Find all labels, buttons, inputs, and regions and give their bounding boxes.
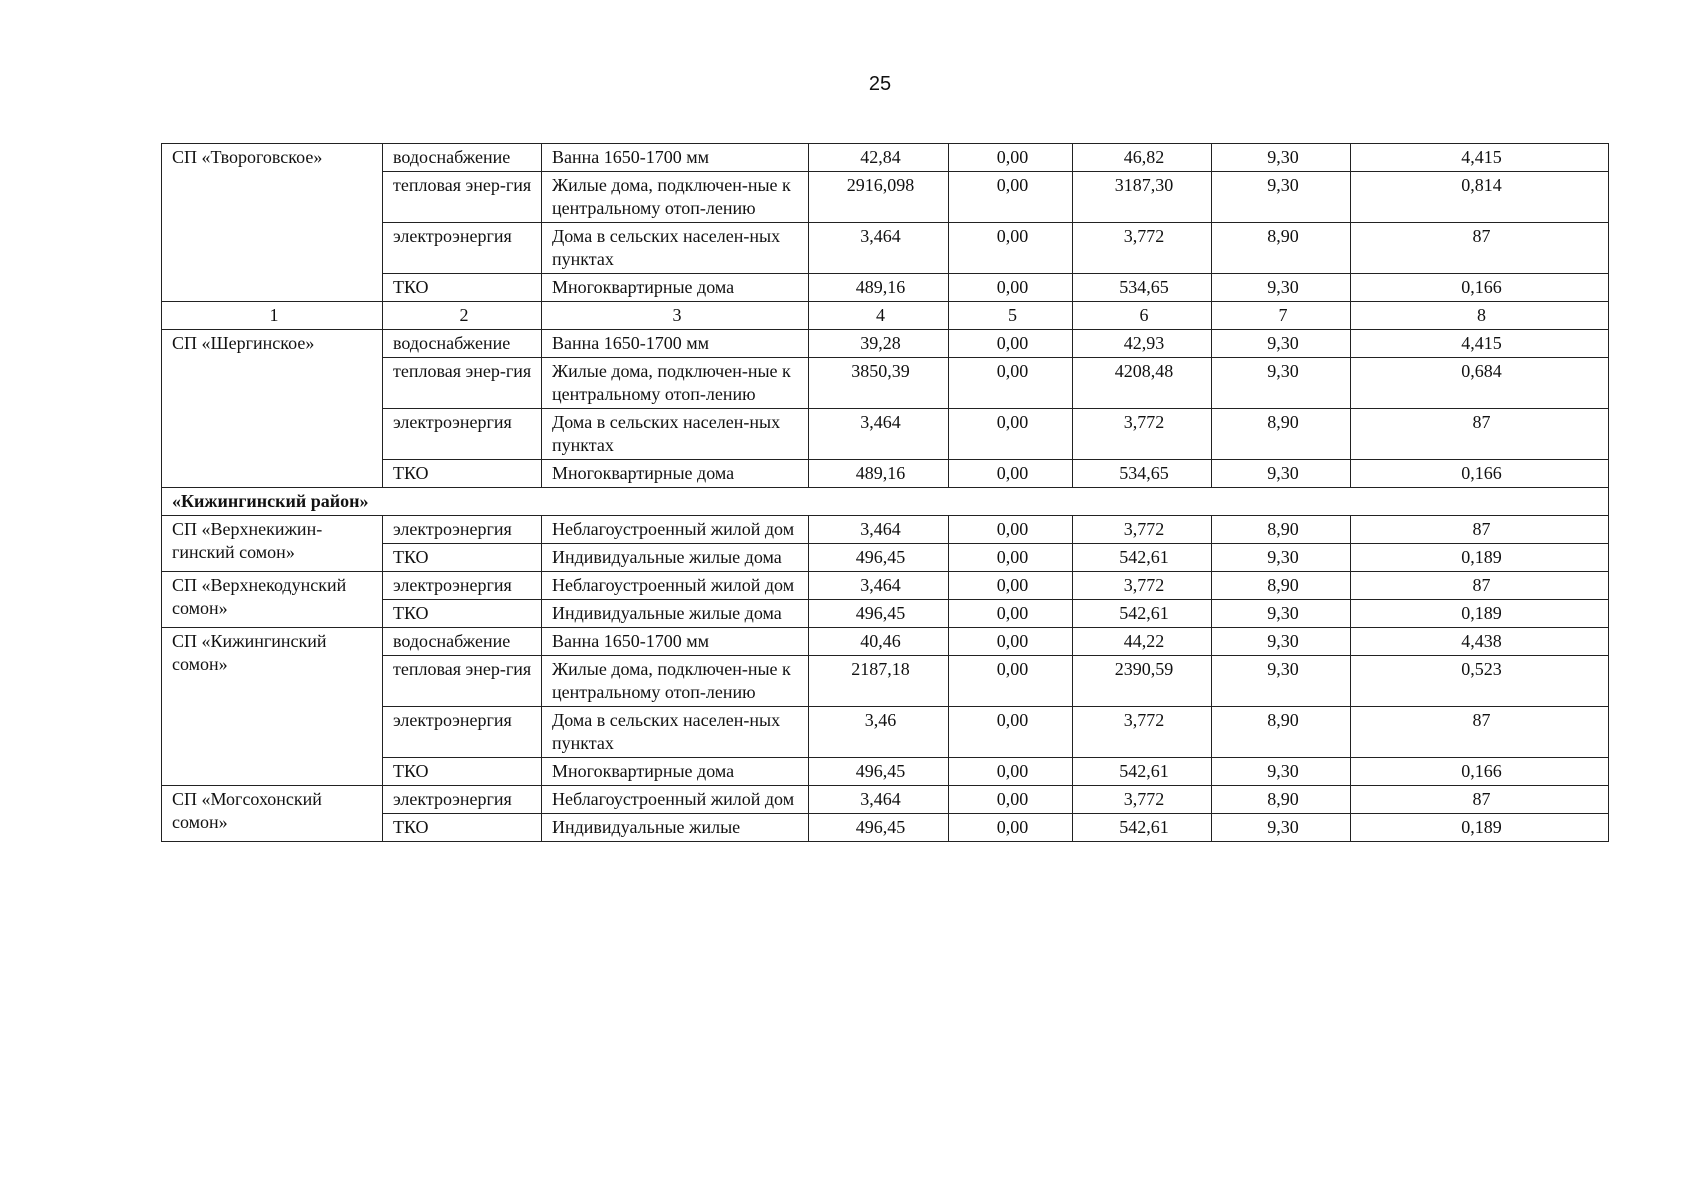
value-c8: 4,415 xyxy=(1351,144,1609,172)
value-c4: 3850,39 xyxy=(809,358,949,409)
value-c8: 0,189 xyxy=(1351,814,1609,842)
value-c6: 534,65 xyxy=(1073,460,1212,488)
value-c7: 9,30 xyxy=(1212,758,1351,786)
value-c5: 0,00 xyxy=(949,460,1073,488)
value-c5: 0,00 xyxy=(949,358,1073,409)
value-c6: 3,772 xyxy=(1073,786,1212,814)
value-c6: 3,772 xyxy=(1073,409,1212,460)
service-type: тепловая энер-гия xyxy=(383,172,542,223)
object-type: Неблагоустроенный жилой дом xyxy=(542,516,809,544)
value-c5: 0,00 xyxy=(949,144,1073,172)
column-number-row xyxy=(162,302,1609,330)
table-row xyxy=(162,516,1609,544)
object-type: Ванна 1650-1700 мм xyxy=(542,628,809,656)
value-c7: 9,30 xyxy=(1212,544,1351,572)
value-c8: 0,166 xyxy=(1351,758,1609,786)
value-c6: 542,61 xyxy=(1073,758,1212,786)
value-c7: 9,30 xyxy=(1212,814,1351,842)
column-number: 7 xyxy=(1212,302,1351,330)
object-type: Многоквартирные дома xyxy=(542,460,809,488)
value-c7: 9,30 xyxy=(1212,144,1351,172)
service-type: электроэнергия xyxy=(383,409,542,460)
value-c5: 0,00 xyxy=(949,707,1073,758)
value-c4: 3,464 xyxy=(809,786,949,814)
value-c6: 3,772 xyxy=(1073,516,1212,544)
column-number: 3 xyxy=(542,302,809,330)
service-type: электроэнергия xyxy=(383,516,542,544)
value-c4: 3,464 xyxy=(809,516,949,544)
object-type: Неблагоустроенный жилой дом xyxy=(542,572,809,600)
value-c8: 0,189 xyxy=(1351,544,1609,572)
column-number: 2 xyxy=(383,302,542,330)
value-c8: 87 xyxy=(1351,786,1609,814)
value-c6: 542,61 xyxy=(1073,600,1212,628)
service-type: водоснабжение xyxy=(383,330,542,358)
service-type: электроэнергия xyxy=(383,572,542,600)
object-type: Ванна 1650-1700 мм xyxy=(542,144,809,172)
value-c5: 0,00 xyxy=(949,223,1073,274)
value-c5: 0,00 xyxy=(949,786,1073,814)
service-type: ТКО xyxy=(383,600,542,628)
value-c8: 87 xyxy=(1351,223,1609,274)
value-c5: 0,00 xyxy=(949,544,1073,572)
value-c6: 3187,30 xyxy=(1073,172,1212,223)
service-type: водоснабжение xyxy=(383,628,542,656)
value-c8: 87 xyxy=(1351,516,1609,544)
service-type: водоснабжение xyxy=(383,144,542,172)
value-c5: 0,00 xyxy=(949,758,1073,786)
column-number: 6 xyxy=(1073,302,1212,330)
value-c4: 42,84 xyxy=(809,144,949,172)
value-c6: 542,61 xyxy=(1073,544,1212,572)
object-type: Дома в сельских населен-ных пунктах xyxy=(542,223,809,274)
value-c7: 9,30 xyxy=(1212,172,1351,223)
value-c5: 0,00 xyxy=(949,330,1073,358)
value-c4: 3,464 xyxy=(809,409,949,460)
value-c7: 8,90 xyxy=(1212,516,1351,544)
value-c5: 0,00 xyxy=(949,572,1073,600)
object-type: Индивидуальные жилые дома xyxy=(542,544,809,572)
value-c7: 9,30 xyxy=(1212,330,1351,358)
settlement-name: СП «Могсохонский сомон» xyxy=(162,786,383,842)
value-c5: 0,00 xyxy=(949,274,1073,302)
settlement-name: СП «Верхнекижин-гинский сомон» xyxy=(162,516,383,572)
value-c8: 0,523 xyxy=(1351,656,1609,707)
value-c7: 8,90 xyxy=(1212,707,1351,758)
value-c6: 534,65 xyxy=(1073,274,1212,302)
value-c7: 8,90 xyxy=(1212,786,1351,814)
value-c5: 0,00 xyxy=(949,600,1073,628)
service-type: электроэнергия xyxy=(383,223,542,274)
value-c4: 3,464 xyxy=(809,223,949,274)
settlement-name: СП «Верхнекодунский сомон» xyxy=(162,572,383,628)
value-c4: 39,28 xyxy=(809,330,949,358)
value-c4: 496,45 xyxy=(809,600,949,628)
value-c4: 2916,098 xyxy=(809,172,949,223)
value-c6: 46,82 xyxy=(1073,144,1212,172)
value-c7: 9,30 xyxy=(1212,656,1351,707)
column-number: 5 xyxy=(949,302,1073,330)
object-type: Многоквартирные дома xyxy=(542,758,809,786)
value-c8: 87 xyxy=(1351,409,1609,460)
object-type: Дома в сельских населен-ных пунктах xyxy=(542,409,809,460)
value-c7: 9,30 xyxy=(1212,274,1351,302)
table-row xyxy=(162,144,1609,172)
service-type: электроэнергия xyxy=(383,786,542,814)
table-body-after xyxy=(162,330,1609,842)
value-c5: 0,00 xyxy=(949,656,1073,707)
service-type: тепловая энер-гия xyxy=(383,656,542,707)
settlement-name: СП «Шергинское» xyxy=(162,330,383,488)
settlement-name: СП «Кижингинский сомон» xyxy=(162,628,383,786)
column-number: 4 xyxy=(809,302,949,330)
value-c8: 0,166 xyxy=(1351,460,1609,488)
table-body-before xyxy=(162,144,1609,302)
value-c4: 496,45 xyxy=(809,758,949,786)
value-c4: 489,16 xyxy=(809,274,949,302)
value-c5: 0,00 xyxy=(949,172,1073,223)
table-row xyxy=(162,572,1609,600)
object-type: Неблагоустроенный жилой дом xyxy=(542,786,809,814)
tariff-table xyxy=(161,143,1609,842)
value-c6: 542,61 xyxy=(1073,814,1212,842)
value-c6: 3,772 xyxy=(1073,223,1212,274)
value-c4: 40,46 xyxy=(809,628,949,656)
value-c4: 489,16 xyxy=(809,460,949,488)
value-c6: 2390,59 xyxy=(1073,656,1212,707)
service-type: ТКО xyxy=(383,274,542,302)
object-type: Жилые дома, подключен-ные к центральному отоп-лению xyxy=(542,172,809,223)
value-c5: 0,00 xyxy=(949,516,1073,544)
value-c4: 2187,18 xyxy=(809,656,949,707)
value-c7: 9,30 xyxy=(1212,358,1351,409)
column-number: 1 xyxy=(162,302,383,330)
value-c7: 8,90 xyxy=(1212,223,1351,274)
value-c8: 0,684 xyxy=(1351,358,1609,409)
table-row xyxy=(162,330,1609,358)
service-type: ТКО xyxy=(383,460,542,488)
value-c5: 0,00 xyxy=(949,628,1073,656)
object-type: Жилые дома, подключен-ные к центральному отоп-лению xyxy=(542,358,809,409)
object-type: Ванна 1650-1700 мм xyxy=(542,330,809,358)
value-c8: 4,415 xyxy=(1351,330,1609,358)
object-type: Индивидуальные жилые дома xyxy=(542,600,809,628)
settlement-name: СП «Твороговское» xyxy=(162,144,383,302)
service-type: тепловая энер-гия xyxy=(383,358,542,409)
column-number-row-group xyxy=(162,302,1609,330)
value-c8: 87 xyxy=(1351,572,1609,600)
value-c7: 9,30 xyxy=(1212,628,1351,656)
value-c6: 4208,48 xyxy=(1073,358,1212,409)
value-c5: 0,00 xyxy=(949,814,1073,842)
value-c5: 0,00 xyxy=(949,409,1073,460)
value-c8: 0,166 xyxy=(1351,274,1609,302)
value-c6: 3,772 xyxy=(1073,572,1212,600)
value-c7: 9,30 xyxy=(1212,460,1351,488)
table-row xyxy=(162,786,1609,814)
value-c7: 8,90 xyxy=(1212,409,1351,460)
value-c6: 42,93 xyxy=(1073,330,1212,358)
service-type: ТКО xyxy=(383,758,542,786)
value-c4: 496,45 xyxy=(809,814,949,842)
value-c7: 9,30 xyxy=(1212,600,1351,628)
service-type: ТКО xyxy=(383,544,542,572)
object-type: Индивидуальные жилые xyxy=(542,814,809,842)
value-c4: 3,464 xyxy=(809,572,949,600)
value-c8: 4,438 xyxy=(1351,628,1609,656)
value-c8: 0,189 xyxy=(1351,600,1609,628)
value-c6: 3,772 xyxy=(1073,707,1212,758)
object-type: Жилые дома, подключен-ные к центральному отоп-лению xyxy=(542,656,809,707)
value-c4: 3,46 xyxy=(809,707,949,758)
value-c8: 87 xyxy=(1351,707,1609,758)
value-c7: 8,90 xyxy=(1212,572,1351,600)
column-number: 8 xyxy=(1351,302,1609,330)
value-c4: 496,45 xyxy=(809,544,949,572)
service-type: ТКО xyxy=(383,814,542,842)
table-row xyxy=(162,628,1609,656)
district-name: «Кижингинский район» xyxy=(162,488,1609,516)
district-row xyxy=(162,488,1609,516)
value-c6: 44,22 xyxy=(1073,628,1212,656)
page-number: 25 xyxy=(868,73,892,95)
object-type: Многоквартирные дома xyxy=(542,274,809,302)
value-c8: 0,814 xyxy=(1351,172,1609,223)
object-type: Дома в сельских населен-ных пунктах xyxy=(542,707,809,758)
service-type: электроэнергия xyxy=(383,707,542,758)
